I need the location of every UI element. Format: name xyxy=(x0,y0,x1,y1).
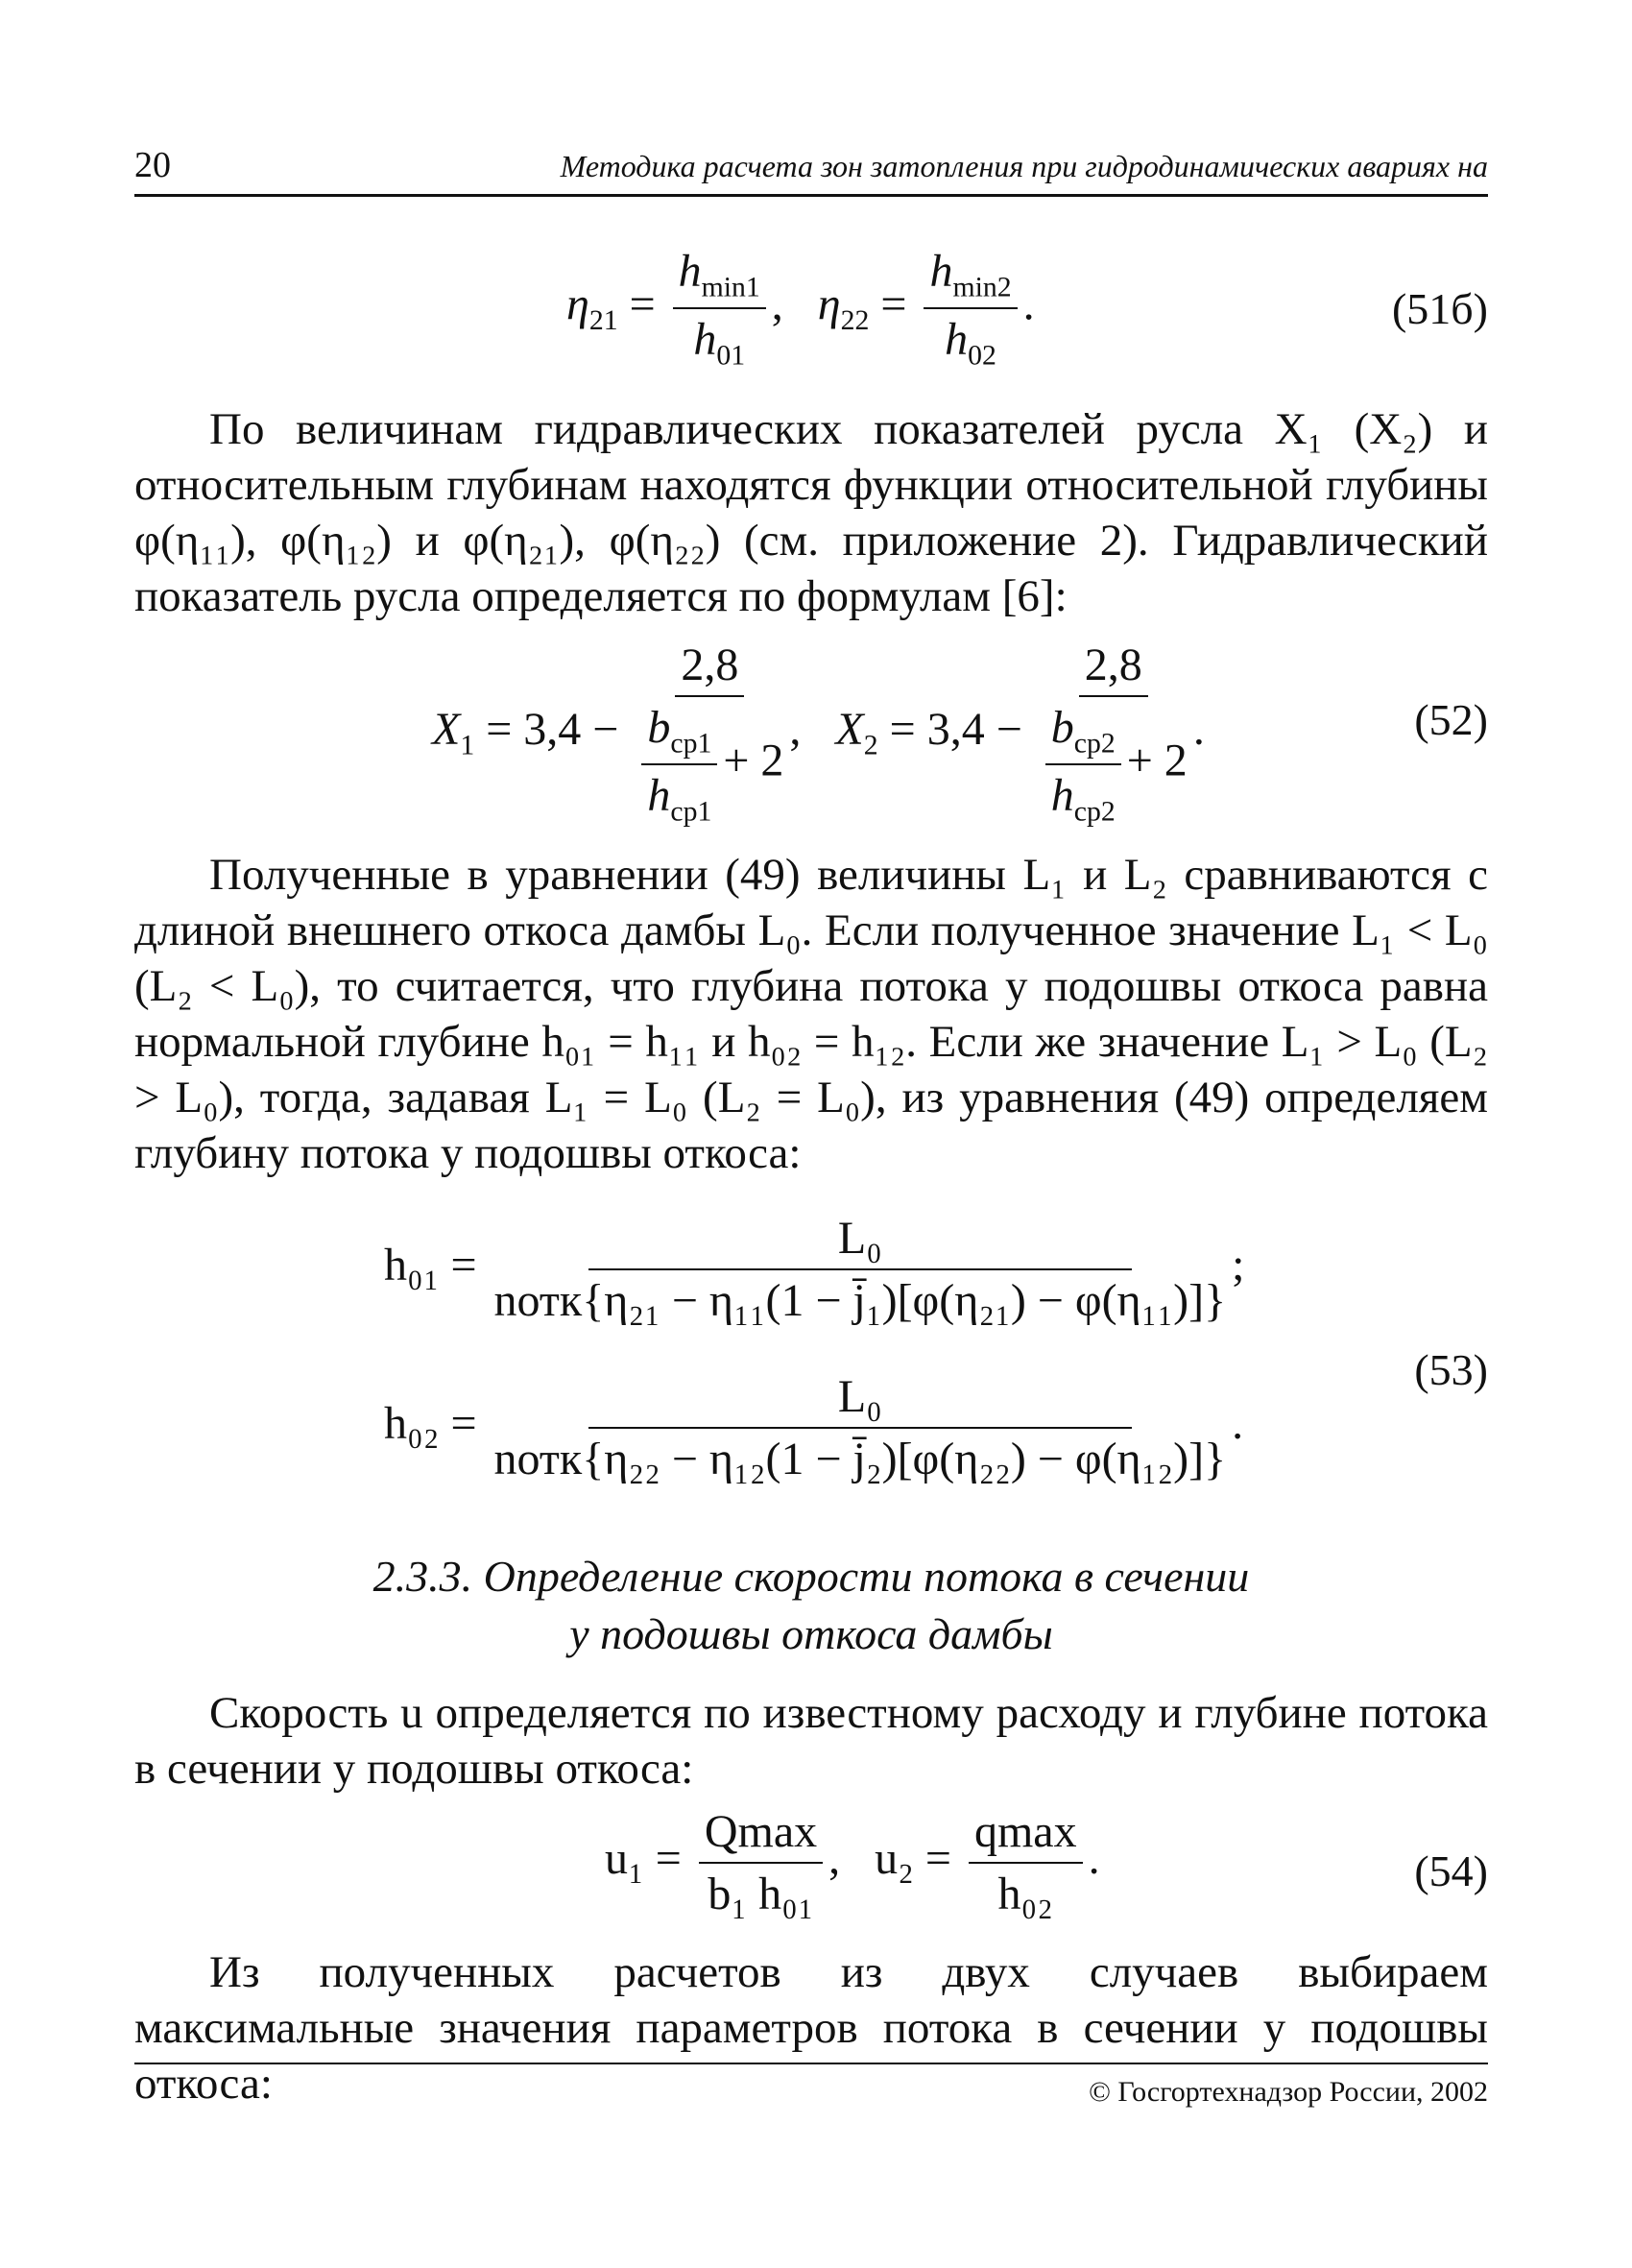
footer-divider xyxy=(134,2063,1488,2064)
formula-54-expression: u₁ = $\frac{Qmax}{\text{b₁ h₀₁}}$ , u₂ = $\frac{qmax}{\text{h₀₂}}$ . xyxy=(605,1806,1100,1919)
running-title: Методика расчета зон затопления при гидродинамических авариях на xyxy=(560,149,1488,183)
formula-53-row-1: h₀₁ = $\frac{\text{L₀}}{\text{nотк\{η₂₁ − η₁₁(1 − j̄₁)[φ(η₂₁) − φ(η₁₁)]\}}}$ ; xyxy=(384,1213,1245,1326)
formula-51b-expression: $\eta_{21}$ = $\frac{h_{min1}}{h_{01}}$ , $\eta_{22}$ = $\frac{h_{min2}}{h_{02}}$ . xyxy=(566,246,1035,372)
paragraph-4: Из полученных расчетов из двух случаев выбираем максимальные значения параметров потока в сечении у подошвы откоса: xyxy=(134,1947,1488,2109)
formula-52 xyxy=(134,639,1488,831)
formula-53 xyxy=(134,1212,1488,1529)
formula-54 xyxy=(134,1805,1488,1930)
paragraph-2: Полученные в уравнении (49) величины L₁ и L₂ сравниваются с длиной внешнего откоса дамбы L₀. Если полученное значение L₁ < L₀ (L₂ < L₀), то считается, что глубина потока у подошвы откоса равна нормальной глубине h₀₁ = h₁₁ и h₀₂ = h₁₂. Если же значение L₁ > L₀ (L₂ > L₀), тогда, задавая L₁ = L₀ (L₂ = L₀), из уравнения (49) определяем глубину потока у подошвы откоса: xyxy=(134,850,1488,1178)
equation-number-54: (54) xyxy=(1414,1846,1488,1895)
equation-number-53: (53) xyxy=(1414,1345,1488,1394)
formula-52-expression: $X_1 = 3,4$ − 2,8 $\frac{b_{ср1}}{h_{ср1}}$ + 2 , $X_2 = 3,4$ − 2,8 $\frac{b_{ср2}}{h_{ср2}}$ + 2 . xyxy=(432,639,1205,828)
formula-51b xyxy=(134,245,1488,370)
paragraph-1: По величинам гидравлических показателей русла X₁ (X₂) и относительным глубинам находятся функции относительной глубины φ(η₁₁), φ(η₁₂) и φ(η₂₁), φ(η₂₂) (см. приложение 2). Гидравлический показатель русла определяется по формулам [6]: xyxy=(134,404,1488,621)
page-number: 20 xyxy=(134,145,171,185)
equation-number-51b: (51б) xyxy=(1391,284,1488,333)
paragraph-3: Скорость u определяется по известному расходу и глубине потока в сечении у подошвы откоса: xyxy=(134,1688,1488,1794)
page-header xyxy=(134,144,1488,197)
equation-number-52: (52) xyxy=(1414,695,1488,744)
section-heading: 2.3.3. Определение скорости потока в сечении у подошвы откоса дамбы xyxy=(372,1552,1250,1658)
formula-53-row-2: h₀₂ = $\frac{\text{L₀}}{\text{nотк\{η₂₂ − η₁₂(1 − j̄₂)[φ(η₂₂) − φ(η₁₂)]\}}}$ . xyxy=(384,1371,1244,1484)
footer-copyright: © Госгортехнадзор России, 2002 xyxy=(1089,2076,1488,2108)
